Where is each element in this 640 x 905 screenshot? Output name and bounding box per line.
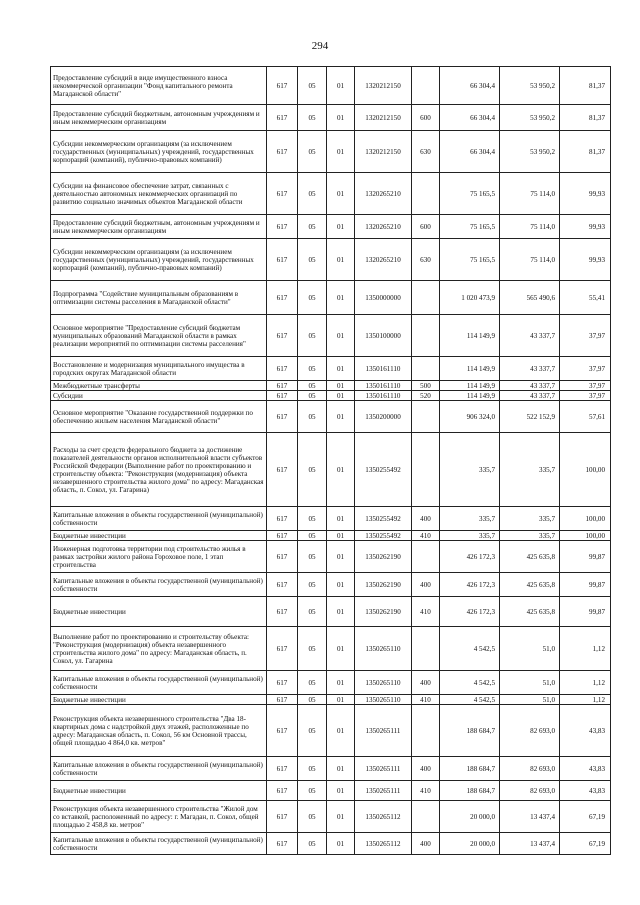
cell-expense-type: 630 bbox=[412, 131, 440, 173]
cell-executed: 13 437,4 bbox=[500, 833, 560, 855]
table-row bbox=[51, 705, 611, 757]
cell-percent: 1,12 bbox=[560, 627, 611, 671]
cell-target-article: 1350265112 bbox=[355, 833, 412, 855]
cell-percent: 37,97 bbox=[560, 315, 611, 357]
cell-ministry-code: 617 bbox=[267, 67, 298, 105]
cell-percent: 55,41 bbox=[560, 281, 611, 315]
cell-ministry-code: 617 bbox=[267, 507, 298, 531]
cell-name: Реконструкция объекта незавершенного строительства "Жилой дом со вставкой, расположенный по адресу: г. Магадан, п. Сокол, общей площадью 2 458,8 кв. метров" bbox=[51, 801, 267, 833]
cell-executed: 82 693,0 bbox=[500, 781, 560, 801]
cell-planned: 906 324,0 bbox=[440, 401, 500, 433]
cell-ministry-code: 617 bbox=[267, 315, 298, 357]
cell-name: Субсидии bbox=[51, 391, 267, 401]
cell-ministry-code: 617 bbox=[267, 531, 298, 541]
cell-target-article: 1320212150 bbox=[355, 131, 412, 173]
table-row bbox=[51, 131, 611, 173]
table-row bbox=[51, 315, 611, 357]
cell-planned: 66 304,4 bbox=[440, 67, 500, 105]
table-row bbox=[51, 239, 611, 281]
cell-target-article: 1350265110 bbox=[355, 695, 412, 705]
cell-executed: 82 693,0 bbox=[500, 705, 560, 757]
cell-name: Подпрограмма "Содействие муниципальным образованиям в оптимизации системы расселения в Магаданской области" bbox=[51, 281, 267, 315]
cell-section: 05 bbox=[298, 705, 327, 757]
cell-percent: 100,00 bbox=[560, 507, 611, 531]
cell-expense-type bbox=[412, 67, 440, 105]
cell-name: Субсидии некоммерческим организациям (за исключением государственных (муниципальных) учреждений, государственных корпораций (компаний), публично-правовых компаний) bbox=[51, 131, 267, 173]
cell-executed: 82 693,0 bbox=[500, 757, 560, 781]
cell-subsection: 01 bbox=[327, 381, 355, 391]
cell-expense-type: 400 bbox=[412, 757, 440, 781]
cell-executed: 335,7 bbox=[500, 531, 560, 541]
cell-target-article: 1350255492 bbox=[355, 433, 412, 507]
cell-subsection: 01 bbox=[327, 105, 355, 131]
cell-ministry-code: 617 bbox=[267, 381, 298, 391]
cell-section: 05 bbox=[298, 67, 327, 105]
cell-subsection: 01 bbox=[327, 695, 355, 705]
cell-executed: 43 337,7 bbox=[500, 391, 560, 401]
cell-percent: 1,12 bbox=[560, 695, 611, 705]
cell-executed: 75 114,0 bbox=[500, 173, 560, 215]
table-row bbox=[51, 433, 611, 507]
cell-expense-type: 600 bbox=[412, 105, 440, 131]
cell-planned: 114 149,9 bbox=[440, 315, 500, 357]
cell-expense-type: 410 bbox=[412, 781, 440, 801]
cell-ministry-code: 617 bbox=[267, 573, 298, 597]
cell-planned: 188 684,7 bbox=[440, 705, 500, 757]
cell-ministry-code: 617 bbox=[267, 173, 298, 215]
cell-planned: 114 149,9 bbox=[440, 357, 500, 381]
cell-planned: 1 020 473,9 bbox=[440, 281, 500, 315]
cell-planned: 4 542,5 bbox=[440, 671, 500, 695]
cell-section: 05 bbox=[298, 215, 327, 239]
cell-section: 05 bbox=[298, 281, 327, 315]
cell-ministry-code: 617 bbox=[267, 401, 298, 433]
cell-subsection: 01 bbox=[327, 597, 355, 627]
cell-name: Субсидии некоммерческим организациям (за исключением государственных (муниципальных) учреждений, государственных корпораций (компаний), публично-правовых компаний) bbox=[51, 239, 267, 281]
cell-target-article: 1320265210 bbox=[355, 239, 412, 281]
cell-executed: 13 437,4 bbox=[500, 801, 560, 833]
cell-section: 05 bbox=[298, 597, 327, 627]
cell-ministry-code: 617 bbox=[267, 391, 298, 401]
cell-percent: 99,93 bbox=[560, 215, 611, 239]
cell-executed: 43 337,7 bbox=[500, 381, 560, 391]
cell-ministry-code: 617 bbox=[267, 215, 298, 239]
cell-subsection: 01 bbox=[327, 67, 355, 105]
cell-target-article: 1350262190 bbox=[355, 573, 412, 597]
cell-percent: 57,61 bbox=[560, 401, 611, 433]
cell-planned: 75 165,5 bbox=[440, 215, 500, 239]
cell-ministry-code: 617 bbox=[267, 281, 298, 315]
cell-target-article: 1350265110 bbox=[355, 671, 412, 695]
cell-expense-type bbox=[412, 357, 440, 381]
cell-expense-type bbox=[412, 705, 440, 757]
cell-planned: 75 165,5 bbox=[440, 173, 500, 215]
cell-executed: 53 950,2 bbox=[500, 67, 560, 105]
table-row bbox=[51, 507, 611, 531]
cell-section: 05 bbox=[298, 105, 327, 131]
table-row bbox=[51, 67, 611, 105]
cell-executed: 51,0 bbox=[500, 627, 560, 671]
cell-target-article: 1350161110 bbox=[355, 357, 412, 381]
budget-table bbox=[50, 66, 611, 855]
cell-section: 05 bbox=[298, 757, 327, 781]
cell-ministry-code: 617 bbox=[267, 695, 298, 705]
cell-percent: 1,12 bbox=[560, 671, 611, 695]
cell-target-article: 1320212150 bbox=[355, 105, 412, 131]
table-row bbox=[51, 833, 611, 855]
cell-section: 05 bbox=[298, 381, 327, 391]
cell-executed: 565 490,6 bbox=[500, 281, 560, 315]
cell-section: 05 bbox=[298, 131, 327, 173]
cell-planned: 426 172,3 bbox=[440, 597, 500, 627]
cell-name: Бюджетные инвестиции bbox=[51, 597, 267, 627]
cell-name: Бюджетные инвестиции bbox=[51, 781, 267, 801]
cell-planned: 114 149,9 bbox=[440, 391, 500, 401]
cell-subsection: 01 bbox=[327, 801, 355, 833]
cell-percent: 81,37 bbox=[560, 67, 611, 105]
cell-ministry-code: 617 bbox=[267, 705, 298, 757]
cell-expense-type: 630 bbox=[412, 239, 440, 281]
cell-section: 05 bbox=[298, 627, 327, 671]
cell-executed: 43 337,7 bbox=[500, 315, 560, 357]
cell-ministry-code: 617 bbox=[267, 801, 298, 833]
cell-percent: 37,97 bbox=[560, 357, 611, 381]
table-row bbox=[51, 695, 611, 705]
cell-target-article: 1320212150 bbox=[355, 67, 412, 105]
cell-planned: 335,7 bbox=[440, 433, 500, 507]
cell-section: 05 bbox=[298, 433, 327, 507]
cell-target-article: 1350265111 bbox=[355, 781, 412, 801]
cell-executed: 335,7 bbox=[500, 507, 560, 531]
table-row bbox=[51, 281, 611, 315]
cell-name: Основное мероприятие "Предоставление субсидий бюджетам муниципальных образований Магаданской области в рамках реализации мероприятий по оптимизации системы расселения" bbox=[51, 315, 267, 357]
cell-section: 05 bbox=[298, 391, 327, 401]
cell-target-article: 1350262190 bbox=[355, 541, 412, 573]
cell-planned: 20 000,0 bbox=[440, 801, 500, 833]
cell-expense-type: 600 bbox=[412, 215, 440, 239]
cell-subsection: 01 bbox=[327, 315, 355, 357]
cell-name: Инженерная подготовка территории под строительство жилья в рамках застройки жилого района Гороховое поле, 1 этап строительства bbox=[51, 541, 267, 573]
cell-section: 05 bbox=[298, 573, 327, 597]
cell-target-article: 1350262190 bbox=[355, 597, 412, 627]
cell-target-article: 1350255492 bbox=[355, 531, 412, 541]
cell-ministry-code: 617 bbox=[267, 239, 298, 281]
cell-ministry-code: 617 bbox=[267, 833, 298, 855]
cell-expense-type bbox=[412, 401, 440, 433]
cell-subsection: 01 bbox=[327, 433, 355, 507]
cell-name: Выполнение работ по проектированию и строительству объекта: "Реконструкция (модернизация) объекта незавершенного строительства жилого дома" по адресу: Магаданская область, п. Сокол, ул. Гагарина bbox=[51, 627, 267, 671]
table-row bbox=[51, 531, 611, 541]
table-row bbox=[51, 381, 611, 391]
table-row bbox=[51, 597, 611, 627]
cell-target-article: 1350161110 bbox=[355, 391, 412, 401]
cell-expense-type: 400 bbox=[412, 507, 440, 531]
cell-executed: 335,7 bbox=[500, 433, 560, 507]
cell-planned: 20 000,0 bbox=[440, 833, 500, 855]
cell-section: 05 bbox=[298, 695, 327, 705]
cell-executed: 53 950,2 bbox=[500, 131, 560, 173]
cell-subsection: 01 bbox=[327, 401, 355, 433]
cell-name: Предоставление субсидий бюджетным, автономным учреждениям и иным некоммерческим организациям bbox=[51, 105, 267, 131]
cell-target-article: 1350100000 bbox=[355, 315, 412, 357]
cell-target-article: 1350161110 bbox=[355, 381, 412, 391]
cell-expense-type bbox=[412, 541, 440, 573]
cell-subsection: 01 bbox=[327, 507, 355, 531]
cell-percent: 81,37 bbox=[560, 105, 611, 131]
cell-target-article: 1320265210 bbox=[355, 215, 412, 239]
cell-section: 05 bbox=[298, 239, 327, 281]
cell-ministry-code: 617 bbox=[267, 757, 298, 781]
cell-subsection: 01 bbox=[327, 239, 355, 281]
cell-executed: 75 114,0 bbox=[500, 239, 560, 281]
cell-name: Межбюджетные трансферты bbox=[51, 381, 267, 391]
cell-planned: 114 149,9 bbox=[440, 381, 500, 391]
cell-ministry-code: 617 bbox=[267, 131, 298, 173]
cell-percent: 67,19 bbox=[560, 801, 611, 833]
cell-ministry-code: 617 bbox=[267, 541, 298, 573]
cell-section: 05 bbox=[298, 507, 327, 531]
table-row bbox=[51, 173, 611, 215]
cell-section: 05 bbox=[298, 357, 327, 381]
cell-expense-type bbox=[412, 173, 440, 215]
cell-expense-type: 400 bbox=[412, 671, 440, 695]
cell-planned: 66 304,4 bbox=[440, 105, 500, 131]
cell-subsection: 01 bbox=[327, 215, 355, 239]
cell-executed: 425 635,8 bbox=[500, 541, 560, 573]
cell-expense-type bbox=[412, 433, 440, 507]
cell-ministry-code: 617 bbox=[267, 781, 298, 801]
cell-planned: 4 542,5 bbox=[440, 695, 500, 705]
cell-name: Капитальные вложения в объекты государственной (муниципальной) собственности bbox=[51, 833, 267, 855]
cell-percent: 81,37 bbox=[560, 131, 611, 173]
cell-target-article: 1350265112 bbox=[355, 801, 412, 833]
cell-percent: 37,97 bbox=[560, 391, 611, 401]
cell-section: 05 bbox=[298, 315, 327, 357]
cell-subsection: 01 bbox=[327, 357, 355, 381]
table-row bbox=[51, 391, 611, 401]
cell-section: 05 bbox=[298, 531, 327, 541]
cell-ministry-code: 617 bbox=[267, 671, 298, 695]
cell-expense-type: 400 bbox=[412, 833, 440, 855]
cell-subsection: 01 bbox=[327, 671, 355, 695]
cell-percent: 99,87 bbox=[560, 597, 611, 627]
cell-name: Основное мероприятие "Оказание государственной поддержки по обеспечению жильем населения Магаданской области" bbox=[51, 401, 267, 433]
cell-name: Расходы за счет средств федерального бюджета за достижение показателей деятельности органов исполнительной власти субъектов Российской Федерации (Выполнение работ по проектированию и строительству объекта: "Реконструкция (модернизация) объекта незавершенного строительства жилого дома" по адресу: Магаданская область, п. Сокол, ул. Гагарина) bbox=[51, 433, 267, 507]
cell-expense-type: 500 bbox=[412, 381, 440, 391]
cell-executed: 425 635,8 bbox=[500, 573, 560, 597]
cell-expense-type: 410 bbox=[412, 695, 440, 705]
cell-expense-type bbox=[412, 627, 440, 671]
cell-planned: 335,7 bbox=[440, 507, 500, 531]
cell-subsection: 01 bbox=[327, 833, 355, 855]
cell-expense-type bbox=[412, 315, 440, 357]
cell-executed: 425 635,8 bbox=[500, 597, 560, 627]
cell-percent: 43,83 bbox=[560, 757, 611, 781]
cell-planned: 188 684,7 bbox=[440, 781, 500, 801]
cell-subsection: 01 bbox=[327, 573, 355, 597]
cell-percent: 67,19 bbox=[560, 833, 611, 855]
cell-name: Предоставление субсидий в виде имущественного взноса некоммерческой организации "Фонд капитального ремонта Магаданской области" bbox=[51, 67, 267, 105]
cell-target-article: 1320265210 bbox=[355, 173, 412, 215]
cell-expense-type bbox=[412, 801, 440, 833]
cell-percent: 99,93 bbox=[560, 173, 611, 215]
cell-executed: 51,0 bbox=[500, 695, 560, 705]
table-row bbox=[51, 757, 611, 781]
cell-percent: 100,00 bbox=[560, 531, 611, 541]
table-row bbox=[51, 627, 611, 671]
table-row bbox=[51, 215, 611, 239]
table-row bbox=[51, 801, 611, 833]
table-row bbox=[51, 573, 611, 597]
cell-executed: 53 950,2 bbox=[500, 105, 560, 131]
table-row bbox=[51, 781, 611, 801]
table-row bbox=[51, 357, 611, 381]
cell-planned: 335,7 bbox=[440, 531, 500, 541]
cell-percent: 99,87 bbox=[560, 541, 611, 573]
cell-target-article: 1350000000 bbox=[355, 281, 412, 315]
cell-percent: 99,93 bbox=[560, 239, 611, 281]
cell-expense-type: 520 bbox=[412, 391, 440, 401]
cell-subsection: 01 bbox=[327, 131, 355, 173]
cell-subsection: 01 bbox=[327, 627, 355, 671]
page-number: 294 bbox=[311, 40, 329, 52]
cell-expense-type: 400 bbox=[412, 573, 440, 597]
cell-target-article: 1350265111 bbox=[355, 705, 412, 757]
cell-expense-type: 410 bbox=[412, 597, 440, 627]
cell-planned: 75 165,5 bbox=[440, 239, 500, 281]
cell-subsection: 01 bbox=[327, 705, 355, 757]
cell-section: 05 bbox=[298, 833, 327, 855]
cell-section: 05 bbox=[298, 671, 327, 695]
cell-planned: 66 304,4 bbox=[440, 131, 500, 173]
cell-executed: 51,0 bbox=[500, 671, 560, 695]
cell-target-article: 1350265111 bbox=[355, 757, 412, 781]
cell-ministry-code: 617 bbox=[267, 105, 298, 131]
cell-subsection: 01 bbox=[327, 173, 355, 215]
cell-ministry-code: 617 bbox=[267, 627, 298, 671]
cell-planned: 426 172,3 bbox=[440, 573, 500, 597]
cell-expense-type: 410 bbox=[412, 531, 440, 541]
cell-subsection: 01 bbox=[327, 541, 355, 573]
table-body bbox=[51, 67, 611, 855]
cell-subsection: 01 bbox=[327, 757, 355, 781]
cell-executed: 43 337,7 bbox=[500, 357, 560, 381]
cell-percent: 43,83 bbox=[560, 781, 611, 801]
cell-name: Бюджетные инвестиции bbox=[51, 695, 267, 705]
cell-section: 05 bbox=[298, 781, 327, 801]
table-row bbox=[51, 671, 611, 695]
cell-section: 05 bbox=[298, 173, 327, 215]
cell-percent: 37,97 bbox=[560, 381, 611, 391]
cell-ministry-code: 617 bbox=[267, 433, 298, 507]
cell-expense-type bbox=[412, 281, 440, 315]
cell-name: Восстановление и модернизация муниципального имущества в городских округах Магаданской области bbox=[51, 357, 267, 381]
cell-section: 05 bbox=[298, 401, 327, 433]
cell-target-article: 1350265110 bbox=[355, 627, 412, 671]
cell-executed: 75 114,0 bbox=[500, 215, 560, 239]
cell-subsection: 01 bbox=[327, 391, 355, 401]
cell-ministry-code: 617 bbox=[267, 597, 298, 627]
cell-name: Реконструкция объекта незавершенного строительства "Два 18-квартирных дома с надстройкой двух этажей, расположенные по адресу: Магаданская область, п. Сокол, 56 км Основной трассы, общей площадью 4 864,0 кв. метров" bbox=[51, 705, 267, 757]
cell-planned: 188 684,7 bbox=[440, 757, 500, 781]
cell-name: Капитальные вложения в объекты государственной (муниципальной) собственности bbox=[51, 573, 267, 597]
table-row bbox=[51, 105, 611, 131]
cell-name: Бюджетные инвестиции bbox=[51, 531, 267, 541]
cell-executed: 522 152,9 bbox=[500, 401, 560, 433]
cell-section: 05 bbox=[298, 801, 327, 833]
cell-name: Капитальные вложения в объекты государственной (муниципальной) собственности bbox=[51, 507, 267, 531]
cell-name: Капитальные вложения в объекты государственной (муниципальной) собственности bbox=[51, 757, 267, 781]
cell-planned: 426 172,3 bbox=[440, 541, 500, 573]
cell-percent: 43,83 bbox=[560, 705, 611, 757]
cell-subsection: 01 bbox=[327, 781, 355, 801]
table-row bbox=[51, 401, 611, 433]
cell-ministry-code: 617 bbox=[267, 357, 298, 381]
cell-name: Субсидии на финансовое обеспечение затрат, связанных с деятельностью автономных некоммерческих организаций по развитию социально значимых объектов Магаданской области bbox=[51, 173, 267, 215]
cell-percent: 100,00 bbox=[560, 433, 611, 507]
cell-section: 05 bbox=[298, 541, 327, 573]
cell-planned: 4 542,5 bbox=[440, 627, 500, 671]
cell-subsection: 01 bbox=[327, 531, 355, 541]
cell-target-article: 1350200000 bbox=[355, 401, 412, 433]
cell-target-article: 1350255492 bbox=[355, 507, 412, 531]
cell-name: Предоставление субсидий бюджетным, автономным учреждениям и иным некоммерческим организациям bbox=[51, 215, 267, 239]
table-row bbox=[51, 541, 611, 573]
cell-percent: 99,87 bbox=[560, 573, 611, 597]
cell-name: Капитальные вложения в объекты государственной (муниципальной) собственности bbox=[51, 671, 267, 695]
cell-subsection: 01 bbox=[327, 281, 355, 315]
